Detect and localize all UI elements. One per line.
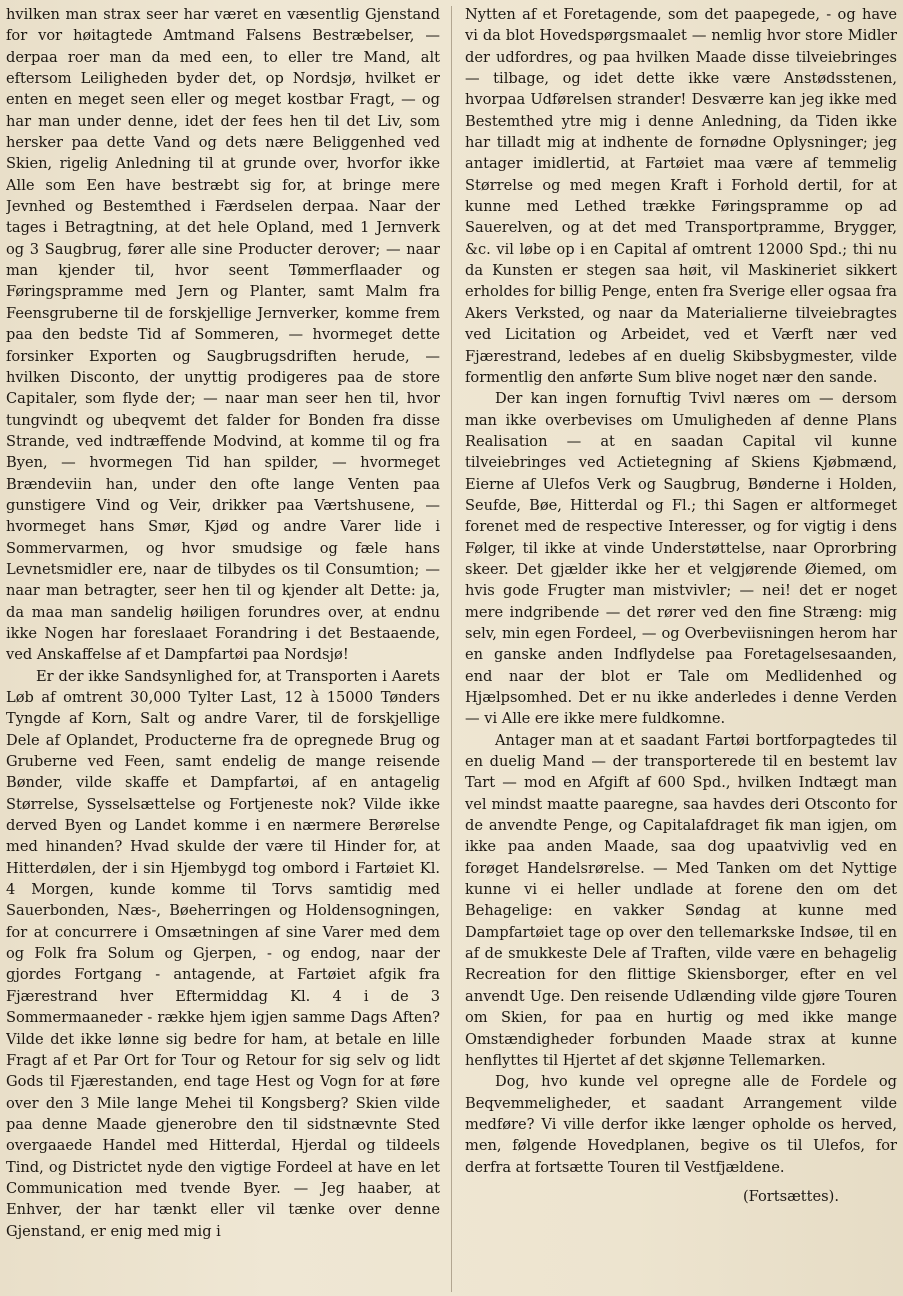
right-paragraph-3: Antager man at et saadant Fartøi bortforpagtedes til en duelig Mand — der transporterede til en bestemt lav Tart — mod en Afgift af 600 Spd., hvilken Indtægt man vel mindst maatte paaregne, saa havdes deri Otsconto for de anvendte Penge, og Capitalafdraget fik man igjen, om ikke paa anden Maade, saa dog upaatvivlig ved en forøget Handelsrørelse. — Med Tanken om det Nyttige kunne vi ei heller undlade at forene den om det Behagelige: en vakker Søndag at kunne med Dampfartøiet tage op over den tellemarkske Indsøe, til en af de smukkeste Dele af Traften, vilde være en behagelig Recreation for den flittige Skiensborger, efter en vel anvendt Uge. Den reisende Udlænding vilde gjøre Touren om Skien, for paa en hurtig og med ikke mange Omstændigheder forbunden Maade strax at kunne henflyttes til Hjertet af det skjønne Tellemarken. [465, 731, 897, 1069]
right-paragraph-1: Nytten af et Foretagende, som det paapegede, - og have vi da blot Hovedspørgsmaalet — nemlig hvor store Midler der udfordres, og paa hvilken Maade disse tilveiebringes — tilbage, og idet dette ikke være Anstødsstenen, hvorpaa Udførelsen strander! Desværre kan jeg ikke med Bestemthed ytre mig i denne Anledning, da Tiden ikke har tilladt mig at indhente de fornødne Oplysninger; jeg antager imidlertid, at Fartøiet maa være af temmelig Størrelse og med megen Kraft i Forhold dertil, for at kunne med Lethed trække Føringspramme op ad Sauerelven, og at det med Transportpramme, Brygger, &c. vil løbe op i en Capital af omtrent 12000 Spd.; thi nu da Kunsten er stegen saa høit, vil Maskineriet sikkert erholdes for billig Penge, enten fra Sverige eller ogsaa fra Akers Verksted, og naar da Materialierne tilveiebragtes ved Licitation og Arbeidet, ved et Værft nær ved Fjærestrand, ledebes af en duelig Skibsbygmester, vilde formentlig den anførte Sum blive noget nær den sande. [465, 6, 897, 386]
right-column [457, 4, 897, 1294]
right-paragraph-2: Der kan ingen fornuftig Tvivl næres om — dersom man ikke overbevises om Umuligheden af denne Plans Realisation — at en saadan Capital vil kunne tilveiebringes ved Actietegning af Skiens Kjøbmænd, Eierne af Ulefos Verk og Saugbrug, Bønderne i Holden, Seufde, Bøe, Hitterdal og Fl.; thi Sagen er altformeget forenet med de respective Interesser, og for vigtig i dens Følger, til ikke at vinde Understøttelse, naar Oprorbring skeer. Det gjælder ikke her et velgjørende Øiemed, om hvis gode Frugter man mistvivler; — nei! det er noget mere indgribende — det rører ved den fine Stræng: mig selv, min egen Fordeel, — og Overbeviisningen herom har en ganske anden Indflydelse paa Foretagelsesaanden, end naar der blot er Tale om Medlidenhed og Hjælpsomhed. Det er nu ikke anderledes i denne Verden — vi Alle ere ikke mere fuldkomne. [465, 390, 897, 728]
right-paragraph-4: Dog, hvo kunde vel opregne alle de Fordele og Beqvemmeligheder, et saadant Arrangement vilde medføre? Vi ville derfor ikke længer opholde os herved, men, følgende Hovedplanen, begive os til Ulefos, for derfra at fortsætte Touren til Vestfjældene. [465, 1073, 897, 1176]
left-column [6, 4, 446, 1294]
left-paragraph-1: hvilken man strax seer har været en væsentlig Gjenstand for vor høitagtede Amtmand Falsens Bestræbelser, — derpaa roer man da med een, to eller tre Mand, alt eftersom Leiligheden byder det, op Nordsjø, hvilket er enten en meget seen eller og meget kostbar Fragt, — og har man under denne, idet der fees hen til det Liv, som hersker paa dette Vand og dets nære Beliggenhed ved Skien, rigelig Anledning til at grunde over, hvorfor ikke Alle som Een have bestræbt sig for, at bringe mere Jevnhed og Bestemthed i Færdselen derpaa. Naar der tages i Betragtning, at det hele Opland, med 1 Jernverk og 3 Saugbrug, fører alle sine Producter derover; — naar man kjender til, hvor seent Tømmerflaader og Føringspramme med Jern og Planter, samt Malm fra Feensgruberne til de forskjellige Jernverker, komme frem paa den bedste Tid af Sommeren, — hvormeget dette forsinker Exporten og Saugbrugsdriften herude, — hvilken Disconto, der unyttig prodigeres paa de store Capitaler, som flyde der; — naar man seer hen til, hvor tungvindt og ubeqvemt det falder for Bonden fra disse Strande, ved indtræffende Modvind, at komme til og fra Byen, — hvormegen Tid han spilder, — hvormeget Brændeviin han, under den ofte lange Venten paa gunstigere Vind og Veir, drikker paa Værtshusene, — hvormeget hans Smør, Kjød og andre Varer lide i Sommervarmen, og hvor smudsige og fæle hans Levnetsmidler ere, naar de tilbydes os til Consumtion; — naar man betragter, seer hen til og kjender alt Dette: ja, da maa man sandelig høiligen forundres over, at endnu ikke Nogen har foreslaaet Forandring i det Bestaaende, ved Anskaffelse af et Dampfartøi paa Nordsjø! [6, 6, 440, 664]
continued-note: (Fortsættes). [742, 1187, 839, 1205]
text-columns [6, 4, 897, 1294]
left-paragraph-2: Er der ikke Sandsynlighed for, at Transporten i Aarets Løb af omtrent 30,000 Tylter Last, 12 à 15000 Tønders Tyngde af Korn, Salt og andre Varer, til de forskjellige Dele af Oplandet, Producterne fra de opregnede Brug og Gruberne ved Feen, samt endelig de mange reisende Bønder, vilde skaffe et Dampfartøi, af en antagelig Størrelse, Sysselsættelse og Fortjeneste nok? Vilde ikke derved Byen og Landet komme i en nærmere Berørelse med hinanden? Hvad skulde der være til Hinder for, at Hitterdølen, der i sin Hjembygd tog ombord i Fartøiet Kl. 4 Morgen, kunde komme til Torvs samtidig med Sauerbonden, Næs-, Bøeherringen og Holdensogningen, for at concurrere i Omsætningen af sine Varer med dem og Folk fra Solum og Gjerpen, - og endog, naar der gjordes Fortgang - antagende, at Fartøiet afgik fra Fjærestrand hver Eftermiddag Kl. 4 i de 3 Sommermaaneder - række hjem igjen samme Dags Aften? Vilde det ikke lønne sig bedre for ham, at betale en lille Fragt af et Par Ort for Tour og Retour for sig selv og lidt Gods til Fjærestanden, end tage Hest og Vogn for at føre over den 3 Mile lange Mehei til Kongsberg? Skien vilde paa denne Maade gjenerobre den til sidstnævnte Sted overgaaede Handel med Hitterdal, Hjerdal og tildeels Tind, og Districtet nyde den vigtige Fordeel at have en let Communication med tvende Byer. — Jeg haaber, at Enhver, der har tænkt eller vil tænke over denne Gjenstand, er enig med mig i [6, 667, 440, 1240]
column-divider [451, 6, 452, 1292]
